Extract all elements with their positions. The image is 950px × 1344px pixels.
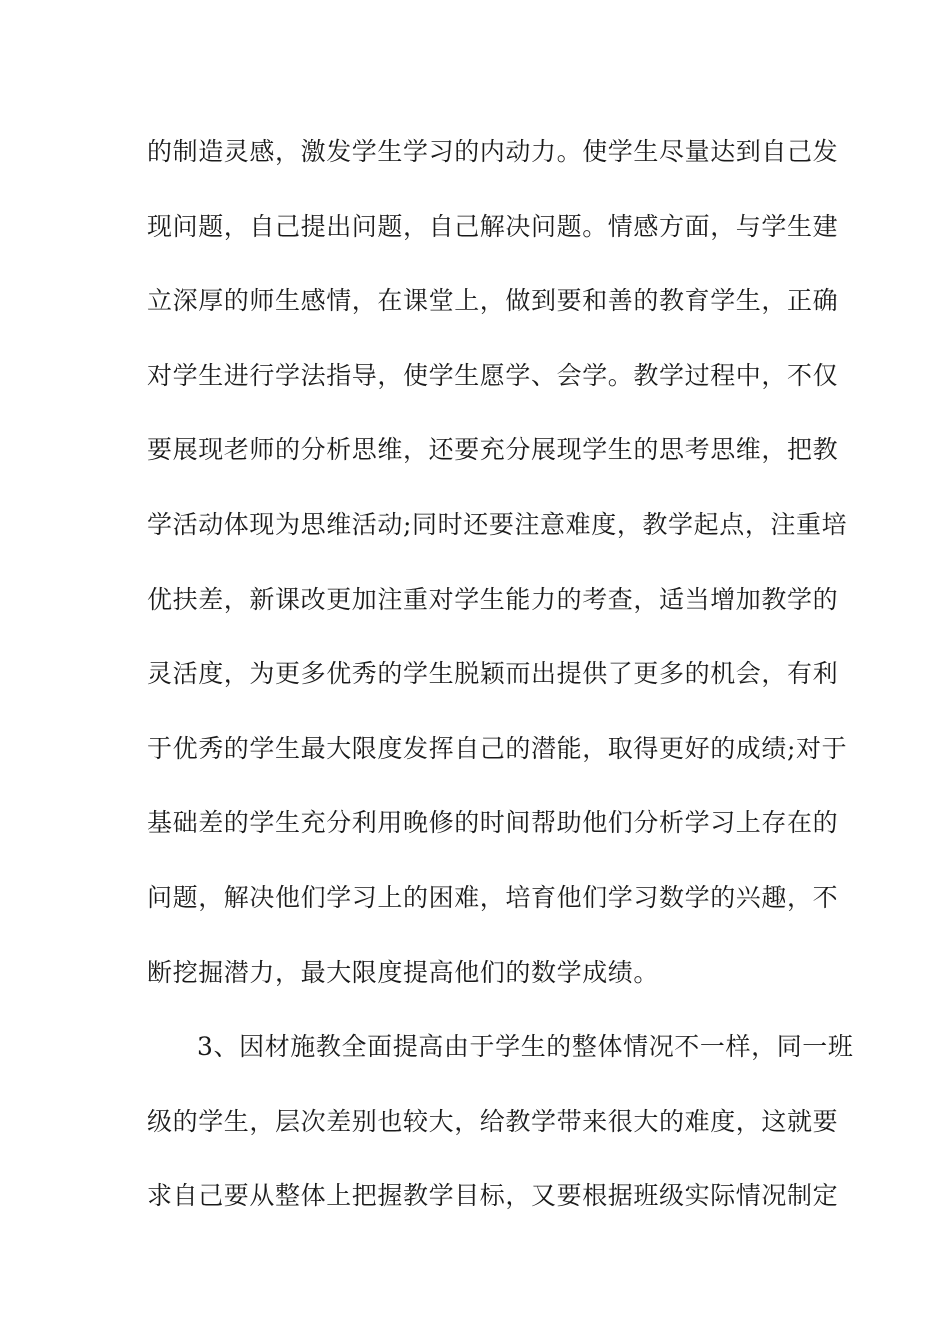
text-line: 于优秀的学生最大限度发挥自己的潜能，取得更好的成绩;对于: [147, 733, 848, 763]
text-line: 求自己要从整体上把握教学目标，又要根据班级实际情况制定: [147, 1181, 839, 1211]
text-line: 优扶差，新课改更加注重对学生能力的考查，适当增加教学的: [147, 584, 839, 614]
text-line: 学活动体现为思维活动;同时还要注意难度，教学起点，注重培: [147, 509, 848, 539]
text-line: 断挖掘潜力，最大限度提高他们的数学成绩。: [147, 957, 660, 987]
text-line: 的制造灵感，激发学生学习的内动力。使学生尽量达到自己发: [147, 137, 839, 166]
section-heading-line: 3、因材施教全面提高由于学生的整体情况不一样，同一班: [197, 1032, 854, 1062]
text-line: 要展现老师的分析思维，还要充分展现学生的思考思维，把教: [147, 435, 839, 465]
text-line: 问题，解决他们学习上的困难，培育他们学习数学的兴趣，不: [147, 882, 839, 912]
text-line: 灵活度，为更多优秀的学生脱颖而出提供了更多的机会，有利: [147, 659, 839, 689]
text-line: 级的学生，层次差别也较大，给教学带来很大的难度，这就要: [147, 1106, 839, 1136]
text-line: 现问题，自己提出问题，自己解决问题。情感方面，与学生建: [147, 211, 839, 241]
text-line: 立深厚的师生感情，在课堂上，做到要和善的教育学生，正确: [147, 286, 839, 316]
text-line: 对学生进行学法指导，使学生愿学、会学。教学过程中，不仅: [147, 360, 839, 390]
text-line: 基础差的学生充分利用晚修的时间帮助他们分析学习上存在的: [147, 808, 839, 838]
body-text: [147, 132, 854, 1251]
